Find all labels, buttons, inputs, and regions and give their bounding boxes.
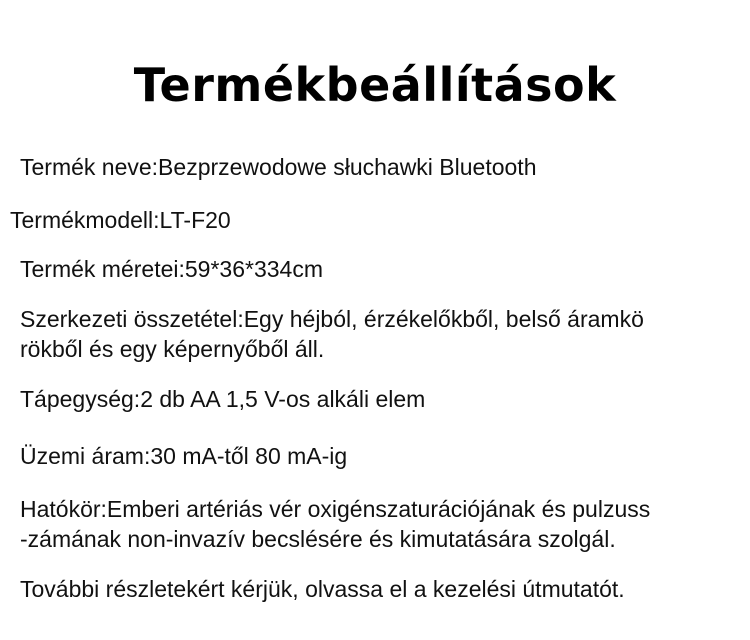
page-title: Termékbeállítások: [133, 58, 617, 112]
spec-scope: [20, 494, 650, 554]
spec-operating-current: Üzemi áram:30 mA-től 80 mA-ig: [20, 443, 348, 469]
spec-structure-line-2: rökből és egy képernyőből áll.: [20, 336, 325, 362]
spec-scope-line-2: -zámának non-invazív becslésére és kimutatására szolgál.: [20, 526, 616, 552]
spec-more-info: További részletekért kérjük, olvassa el a kezelési útmutatót.: [20, 576, 625, 602]
spec-product-name: Termék neve:Bezprzewodowe słuchawki Bluetooth: [20, 154, 537, 180]
spec-product-model: Termékmodell:LT-F20: [10, 207, 231, 233]
spec-power-supply: Tápegység:2 db AA 1,5 V-os alkáli elem: [20, 386, 426, 412]
spec-structure-line-1: Szerkezeti összetétel:Egy héjból, érzékelőkből, belső áramkö: [20, 306, 644, 332]
spec-scope-line-1: Hatókör:Emberi artériás vér oxigénszaturációjának és pulzuss: [20, 496, 651, 522]
spec-structure: [20, 304, 644, 364]
spec-product-dimensions: Termék méretei:59*36*334cm: [20, 256, 323, 282]
